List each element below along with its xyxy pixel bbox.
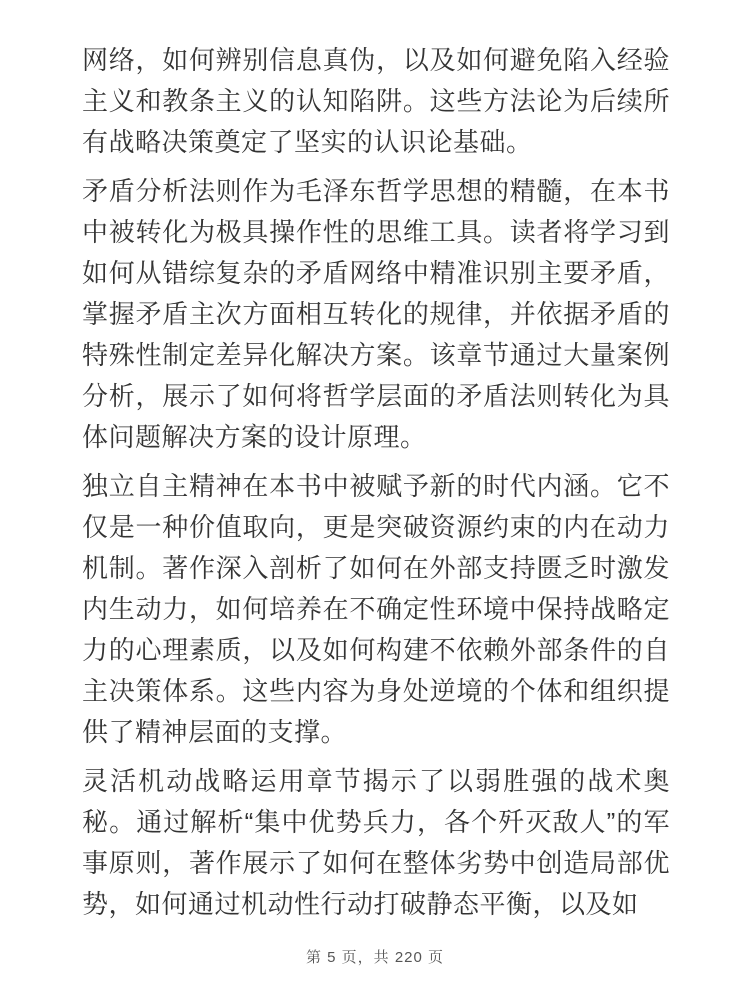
paragraph-3: 独立自主精神在本书中被赋予新的时代内涵。它不仅是一种价值取向，更是突破资源约束的内在动力机制。著作深入剖析了如何在外部支持匮乏时激发内生动力，如何培养在不确定性环境中保持战略定力的心理素质，以及如何构建不依赖外部条件的自主决策体系。这些内容为身处逆境的个体和组织提供了精神层面的支撑。 (82, 471, 670, 747)
paragraph-2: 矛盾分析法则作为毛泽东哲学思想的精髓，在本书中被转化为极具操作性的思维工具。读者将学习到如何从错综复杂的矛盾网络中精准识别主要矛盾，掌握矛盾主次方面相互转化的规律，并依据矛盾的特殊性制定差异化解决方案。该章节通过大量案例分析，展示了如何将哲学层面的矛盾法则转化为具体问题解决方案的设计原理。 (82, 176, 670, 452)
page-footer (0, 946, 750, 967)
paragraph-1: 网络，如何辨别信息真伪，以及如何避免陷入经验主义和教条主义的认知陷阱。这些方法论为后续所有战略决策奠定了坚实的认识论基础。 (82, 45, 670, 157)
page-indicator: 第 5 页，共 220 页 (305, 949, 445, 966)
page-content (82, 40, 670, 933)
paragraph-4: 灵活机动战略运用章节揭示了以弱胜强的战术奥秘。通过解析“集中优势兵力，各个歼灭敌人”的军事原则，著作展示了如何在整体劣势中创造局部优势，如何通过机动性行动打破静态平衡，以及如 (82, 766, 670, 919)
